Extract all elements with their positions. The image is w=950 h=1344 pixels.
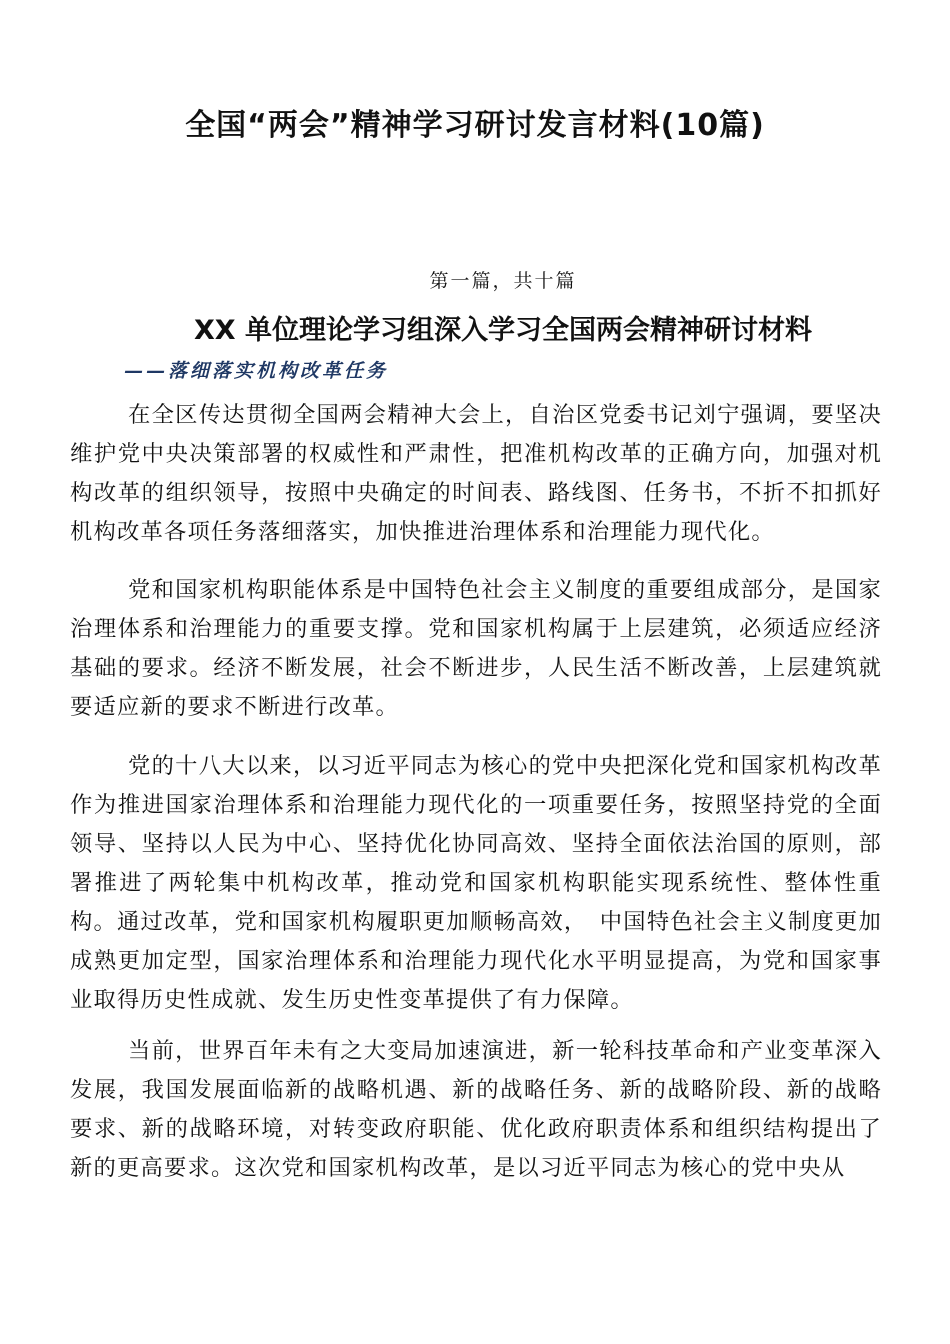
body-paragraph: 在全区传达贯彻全国两会精神大会上，自治区党委书记刘宁强调，要坚决维护党中央决策部署的权威性和严肃性，把准机构改革的正确方向，加强对机构改革的组织领导，按照中央确定的时间表、路线图、任务书，不折不扣抓好机构改革各项任务落细落实，加快推进治理体系和治理能力现代化。: [70, 402, 882, 545]
body-paragraph: 党的十八大以来，以习近平同志为核心的党中央把深化党和国家机构改革作为推进国家治理体系和治理能力现代化的一项重要任务，按照坚持党的全面领导、坚持以人民为中心、坚持优化协同高效、坚持全面依法治国的原则，部署推进了两轮集中机构改革，推动党和国家机构职能实现系统性、整体性重构。通过改革，党和国家机构履职更加顺畅高效， 中国特色社会主义制度更加成熟更加定型，国家治理体系和治理能力现代化水平明显提高，为党和国家事业取得历史性成就、发生历史性变革提供了有力保障。: [70, 753, 882, 1013]
document-title: 全国“两会”精神学习研讨发言材料(10篇): [185, 108, 765, 143]
body-paragraph: 当前，世界百年未有之大变局加速演进，新一轮科技革命和产业变革深入发展，我国发展面临新的战略机遇、新的战略任务、新的战略阶段、新的战略要求、新的战略环境，对转变政府职能、优化政府职责体系和组织结构提出了新的更高要求。这次党和国家机构改革，是以习近平同志为核心的党中央从: [70, 1038, 882, 1181]
article-title: XX 单位理论学习组深入学习全国两会精神研讨材料: [193, 315, 813, 346]
part-label: 第一篇，共十篇: [429, 270, 577, 292]
article-subtitle: ——落细落实机构改革任务: [124, 360, 389, 382]
body-paragraph: 党和国家机构职能体系是中国特色社会主义制度的重要组成部分，是国家治理体系和治理能力的重要支撑。党和国家机构属于上层建筑，必须适应经济基础的要求。经济不断发展，社会不断进步，人民生活不断改善，上层建筑就要适应新的要求不断进行改革。: [70, 577, 882, 720]
